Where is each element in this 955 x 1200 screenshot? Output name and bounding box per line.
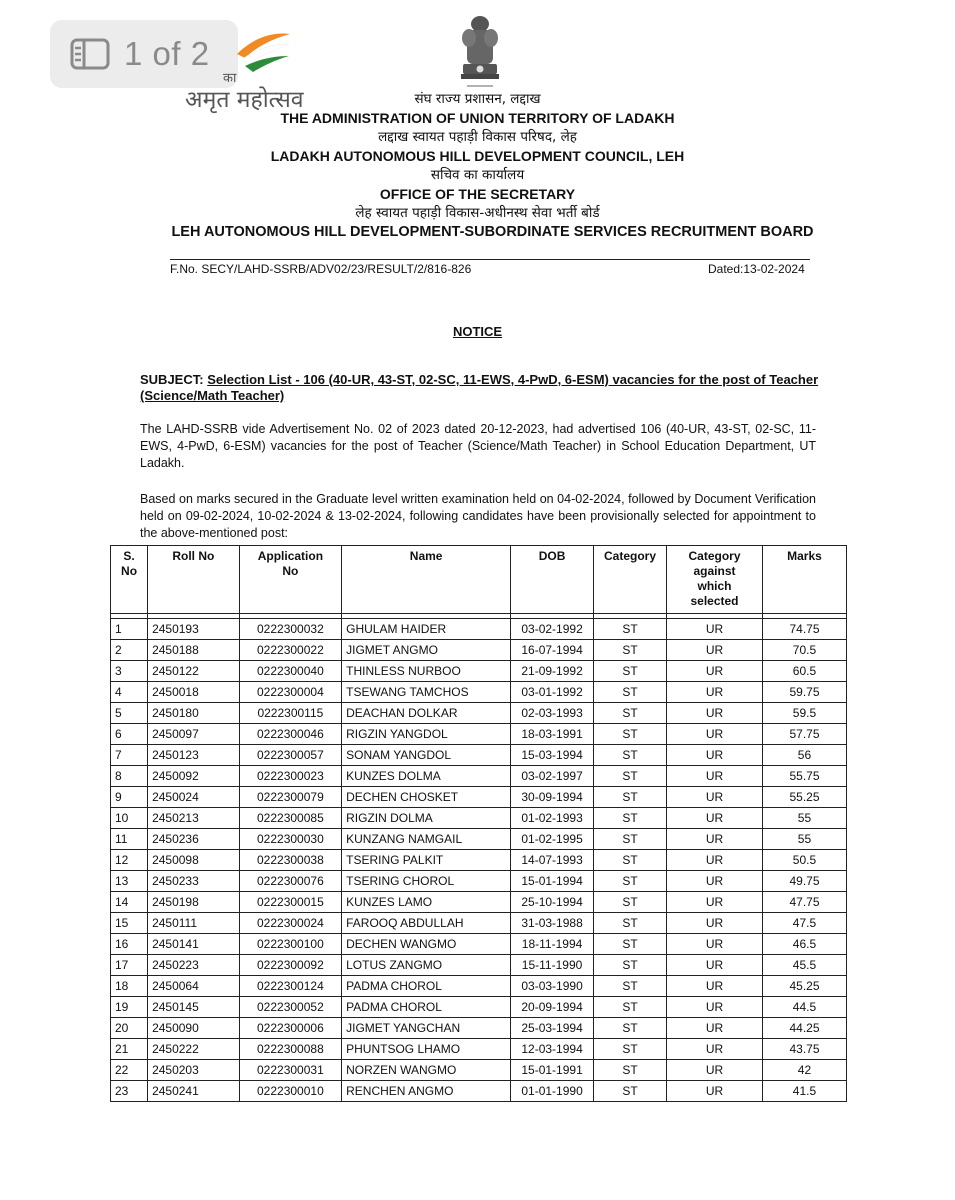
- cell-roll-no: 2450222: [148, 1039, 240, 1060]
- paragraph-selection: Based on marks secured in the Graduate level written examination held on 04-02-2024, followed by Document Verification held on 09-02-2024, 10-02-2024 & 13-02-2024, following candidates have been provisionally selected for appointment to the above-mentioned post:: [140, 492, 816, 540]
- cell-category-selected: UR: [667, 976, 763, 997]
- cell-sno: 6: [111, 724, 148, 745]
- cell-dob: 14-07-1993: [511, 850, 594, 871]
- cell-dob: 03-03-1990: [511, 976, 594, 997]
- cell-dob: 03-01-1992: [511, 682, 594, 703]
- table-row: [111, 1081, 847, 1102]
- cell-dob: 25-03-1994: [511, 1018, 594, 1039]
- header-line-hindi-4: लेह स्वायत पहाड़ी विकास-अधीनस्थ सेवा भर्ती बोर्ड: [355, 205, 600, 221]
- cell-application-no: 0222300015: [239, 892, 341, 913]
- cell-dob: 25-10-1994: [511, 892, 594, 913]
- header-line-hindi-2: लद्दाख स्वायत पहाड़ी विकास परिषद, लेह: [378, 129, 577, 145]
- header-line-hindi-1: संघ राज्य प्रशासन, लद्दाख: [414, 91, 541, 107]
- cell-marks: 41.5: [762, 1081, 846, 1102]
- cell-category-selected: UR: [667, 1018, 763, 1039]
- cell-roll-no: 2450018: [148, 682, 240, 703]
- table-row: [111, 787, 847, 808]
- cell-roll-no: 2450236: [148, 829, 240, 850]
- cell-application-no: 0222300088: [239, 1039, 341, 1060]
- cell-category-selected: UR: [667, 724, 763, 745]
- cell-marks: 49.75: [762, 871, 846, 892]
- header-roll-no: Roll No: [148, 546, 240, 614]
- cell-sno: 5: [111, 703, 148, 724]
- cell-roll-no: 2450123: [148, 745, 240, 766]
- cell-sno: 20: [111, 1018, 148, 1039]
- cell-category: ST: [593, 745, 666, 766]
- cell-category: ST: [593, 913, 666, 934]
- cell-category-selected: UR: [667, 1081, 763, 1102]
- cell-category: ST: [593, 619, 666, 640]
- cell-roll-no: 2450241: [148, 1081, 240, 1102]
- cell-name: DECHEN CHOSKET: [342, 787, 511, 808]
- table-row: [111, 1039, 847, 1060]
- cell-application-no: 0222300052: [239, 997, 341, 1018]
- table-row: [111, 703, 847, 724]
- cell-marks: 60.5: [762, 661, 846, 682]
- cell-application-no: 0222300032: [239, 619, 341, 640]
- cell-sno: 1: [111, 619, 148, 640]
- table-row: [111, 808, 847, 829]
- header-dob: DOB: [511, 546, 594, 614]
- cell-category: ST: [593, 871, 666, 892]
- cell-sno: 10: [111, 808, 148, 829]
- cell-dob: 02-03-1993: [511, 703, 594, 724]
- cell-category: ST: [593, 682, 666, 703]
- pages-icon: [70, 38, 110, 70]
- logo-text: अमृत महोत्सव: [185, 87, 304, 113]
- cell-name: TSEWANG TAMCHOS: [342, 682, 511, 703]
- file-number: F.No. SECY/LAHD-SSRB/ADV02/23/RESULT/2/816-826: [170, 262, 472, 276]
- selection-table: [110, 545, 847, 1102]
- national-emblem-icon: [455, 14, 505, 92]
- cell-dob: 15-01-1991: [511, 1060, 594, 1081]
- cell-category-selected: UR: [667, 640, 763, 661]
- header-line-administration: THE ADMINISTRATION OF UNION TERRITORY OF LADAKH: [280, 110, 675, 126]
- table-row: [111, 682, 847, 703]
- cell-sno: 15: [111, 913, 148, 934]
- table-row: [111, 661, 847, 682]
- cell-application-no: 0222300046: [239, 724, 341, 745]
- cell-sno: 7: [111, 745, 148, 766]
- header-line-board: LEH AUTONOMOUS HILL DEVELOPMENT-SUBORDINATE SERVICES RECRUITMENT BOARD: [171, 224, 814, 240]
- header-category: Category: [593, 546, 666, 614]
- cell-dob: 30-09-1994: [511, 787, 594, 808]
- cell-category: ST: [593, 1039, 666, 1060]
- cell-sno: 11: [111, 829, 148, 850]
- logo-partial-text: का: [223, 71, 237, 86]
- cell-roll-no: 2450090: [148, 1018, 240, 1039]
- cell-sno: 8: [111, 766, 148, 787]
- header-marks: Marks: [762, 546, 846, 614]
- cell-category: ST: [593, 829, 666, 850]
- cell-application-no: 0222300079: [239, 787, 341, 808]
- cell-name: DEACHAN DOLKAR: [342, 703, 511, 724]
- cell-application-no: 0222300092: [239, 955, 341, 976]
- cell-name: NORZEN WANGMO: [342, 1060, 511, 1081]
- cell-sno: 23: [111, 1081, 148, 1102]
- cell-marks: 56: [762, 745, 846, 766]
- cell-category-selected: UR: [667, 1060, 763, 1081]
- table-row: [111, 619, 847, 640]
- cell-category: ST: [593, 787, 666, 808]
- cell-marks: 74.75: [762, 619, 846, 640]
- cell-roll-no: 2450111: [148, 913, 240, 934]
- cell-roll-no: 2450064: [148, 976, 240, 997]
- cell-name: LOTUS ZANGMO: [342, 955, 511, 976]
- cell-category-selected: UR: [667, 850, 763, 871]
- cell-roll-no: 2450024: [148, 787, 240, 808]
- cell-marks: 47.5: [762, 913, 846, 934]
- cell-marks: 70.5: [762, 640, 846, 661]
- cell-category: ST: [593, 703, 666, 724]
- cell-application-no: 0222300085: [239, 808, 341, 829]
- table-row: [111, 1018, 847, 1039]
- cell-sno: 18: [111, 976, 148, 997]
- table-header-row: [111, 546, 847, 614]
- cell-dob: 12-03-1994: [511, 1039, 594, 1060]
- table-row: [111, 955, 847, 976]
- cell-roll-no: 2450193: [148, 619, 240, 640]
- cell-application-no: 0222300038: [239, 850, 341, 871]
- cell-name: RENCHEN ANGMO: [342, 1081, 511, 1102]
- subject-label: SUBJECT:: [140, 372, 204, 387]
- cell-category-selected: UR: [667, 871, 763, 892]
- table-row: [111, 850, 847, 871]
- cell-marks: 44.25: [762, 1018, 846, 1039]
- cell-application-no: 0222300004: [239, 682, 341, 703]
- table-row: [111, 997, 847, 1018]
- cell-category-selected: UR: [667, 766, 763, 787]
- cell-dob: 15-11-1990: [511, 955, 594, 976]
- cell-dob: 01-01-1990: [511, 1081, 594, 1102]
- cell-category: ST: [593, 955, 666, 976]
- cell-category: ST: [593, 1060, 666, 1081]
- table-row: [111, 829, 847, 850]
- cell-application-no: 0222300040: [239, 661, 341, 682]
- cell-roll-no: 2450233: [148, 871, 240, 892]
- cell-roll-no: 2450098: [148, 850, 240, 871]
- cell-sno: 4: [111, 682, 148, 703]
- cell-application-no: 0222300006: [239, 1018, 341, 1039]
- table-body: [111, 619, 847, 1102]
- subject-block: [140, 372, 830, 404]
- header-line-office: OFFICE OF THE SECRETARY: [379, 186, 576, 202]
- header-line-hindi-3: सचिव का कार्यालय: [430, 167, 525, 183]
- cell-dob: 15-03-1994: [511, 745, 594, 766]
- cell-application-no: 0222300057: [239, 745, 341, 766]
- cell-category-selected: UR: [667, 808, 763, 829]
- cell-category-selected: UR: [667, 1039, 763, 1060]
- cell-category-selected: UR: [667, 955, 763, 976]
- table-row: [111, 766, 847, 787]
- cell-dob: 20-09-1994: [511, 997, 594, 1018]
- cell-category: ST: [593, 997, 666, 1018]
- cell-dob: 15-01-1994: [511, 871, 594, 892]
- cell-marks: 55: [762, 808, 846, 829]
- cell-category-selected: UR: [667, 619, 763, 640]
- cell-name: TSERING CHOROL: [342, 871, 511, 892]
- cell-name: TSERING PALKIT: [342, 850, 511, 871]
- cell-category: ST: [593, 661, 666, 682]
- cell-name: GHULAM HAIDER: [342, 619, 511, 640]
- cell-roll-no: 2450198: [148, 892, 240, 913]
- cell-category: ST: [593, 1018, 666, 1039]
- cell-roll-no: 2450213: [148, 808, 240, 829]
- cell-name: FAROOQ ABDULLAH: [342, 913, 511, 934]
- cell-application-no: 0222300030: [239, 829, 341, 850]
- cell-marks: 55.25: [762, 787, 846, 808]
- cell-roll-no: 2450203: [148, 1060, 240, 1081]
- cell-name: RIGZIN DOLMA: [342, 808, 511, 829]
- letterhead: [110, 90, 845, 242]
- header-name: Name: [342, 546, 511, 614]
- cell-application-no: 0222300022: [239, 640, 341, 661]
- cell-marks: 42: [762, 1060, 846, 1081]
- cell-sno: 17: [111, 955, 148, 976]
- cell-marks: 45.5: [762, 955, 846, 976]
- paragraph-advertisement: The LAHD-SSRB vide Advertisement No. 02 of 2023 dated 20-12-2023, had advertised 106 (40-UR, 43-ST, 02-SC, 11-EWS, 4-PwD, 6-ESM) vacancies for the post of Teacher (Science/Math Teacher) in School Education Department, UT Ladakh.: [140, 422, 816, 470]
- cell-category-selected: UR: [667, 745, 763, 766]
- cell-dob: 01-02-1993: [511, 808, 594, 829]
- cell-category-selected: UR: [667, 661, 763, 682]
- table-row: [111, 871, 847, 892]
- cell-name: PHUNTSOG LHAMO: [342, 1039, 511, 1060]
- cell-category-selected: UR: [667, 682, 763, 703]
- cell-name: PADMA CHOROL: [342, 976, 511, 997]
- cell-name: JIGMET ANGMO: [342, 640, 511, 661]
- cell-sno: 22: [111, 1060, 148, 1081]
- cell-category: ST: [593, 892, 666, 913]
- cell-category: ST: [593, 850, 666, 871]
- cell-name: THINLESS NURBOO: [342, 661, 511, 682]
- cell-category-selected: UR: [667, 703, 763, 724]
- cell-dob: 31-03-1988: [511, 913, 594, 934]
- table-row: [111, 745, 847, 766]
- cell-sno: 19: [111, 997, 148, 1018]
- header-category-selected: Category against which selected: [667, 546, 763, 614]
- cell-marks: 55: [762, 829, 846, 850]
- cell-marks: 59.5: [762, 703, 846, 724]
- cell-sno: 3: [111, 661, 148, 682]
- cell-dob: 18-03-1991: [511, 724, 594, 745]
- cell-category: ST: [593, 976, 666, 997]
- cell-marks: 55.75: [762, 766, 846, 787]
- cell-name: KUNZES LAMO: [342, 892, 511, 913]
- cell-application-no: 0222300024: [239, 913, 341, 934]
- cell-name: RIGZIN YANGDOL: [342, 724, 511, 745]
- cell-application-no: 0222300010: [239, 1081, 341, 1102]
- cell-application-no: 0222300031: [239, 1060, 341, 1081]
- cell-application-no: 0222300115: [239, 703, 341, 724]
- notice-heading: NOTICE: [452, 324, 503, 339]
- header-divider: [170, 259, 810, 260]
- cell-category-selected: UR: [667, 892, 763, 913]
- cell-category: ST: [593, 934, 666, 955]
- cell-sno: 9: [111, 787, 148, 808]
- cell-roll-no: 2450223: [148, 955, 240, 976]
- subject-text: Selection List - 106 (40-UR, 43-ST, 02-SC, 11-EWS, 4-PwD, 6-ESM) vacancies for the post of Teacher (Science/Math Teacher): [140, 372, 819, 403]
- cell-marks: 57.75: [762, 724, 846, 745]
- cell-roll-no: 2450180: [148, 703, 240, 724]
- cell-sno: 13: [111, 871, 148, 892]
- cell-marks: 43.75: [762, 1039, 846, 1060]
- page-count-text: 1 of 2: [124, 35, 210, 72]
- cell-roll-no: 2450141: [148, 934, 240, 955]
- cell-dob: 03-02-1992: [511, 619, 594, 640]
- cell-name: DECHEN WANGMO: [342, 934, 511, 955]
- cell-application-no: 0222300023: [239, 766, 341, 787]
- cell-category-selected: UR: [667, 997, 763, 1018]
- cell-category-selected: UR: [667, 913, 763, 934]
- cell-category-selected: UR: [667, 829, 763, 850]
- cell-marks: 59.75: [762, 682, 846, 703]
- tricolour-swoosh-icon: [185, 30, 295, 74]
- table-row: [111, 640, 847, 661]
- table-row: [111, 913, 847, 934]
- cell-roll-no: 2450122: [148, 661, 240, 682]
- cell-category-selected: UR: [667, 934, 763, 955]
- cell-dob: 18-11-1994: [511, 934, 594, 955]
- cell-application-no: 0222300124: [239, 976, 341, 997]
- cell-category: ST: [593, 1081, 666, 1102]
- cell-marks: 45.25: [762, 976, 846, 997]
- table-row: [111, 1060, 847, 1081]
- cell-sno: 16: [111, 934, 148, 955]
- cell-category: ST: [593, 724, 666, 745]
- cell-roll-no: 2450092: [148, 766, 240, 787]
- cell-category: ST: [593, 640, 666, 661]
- cell-roll-no: 2450097: [148, 724, 240, 745]
- cell-name: SONAM YANGDOL: [342, 745, 511, 766]
- cell-application-no: 0222300100: [239, 934, 341, 955]
- cell-sno: 14: [111, 892, 148, 913]
- cell-application-no: 0222300076: [239, 871, 341, 892]
- dated: Dated:13-02-2024: [708, 262, 805, 276]
- cell-marks: 47.75: [762, 892, 846, 913]
- table-row: [111, 892, 847, 913]
- header-sno: S. No: [111, 546, 148, 614]
- cell-sno: 2: [111, 640, 148, 661]
- cell-roll-no: 2450188: [148, 640, 240, 661]
- header-application-no: Application No: [239, 546, 341, 614]
- cell-name: PADMA CHOROL: [342, 997, 511, 1018]
- cell-dob: 21-09-1992: [511, 661, 594, 682]
- cell-dob: 03-02-1997: [511, 766, 594, 787]
- cell-marks: 50.5: [762, 850, 846, 871]
- cell-sno: 21: [111, 1039, 148, 1060]
- cell-marks: 46.5: [762, 934, 846, 955]
- cell-dob: 16-07-1994: [511, 640, 594, 661]
- cell-category: ST: [593, 766, 666, 787]
- cell-name: KUNZES DOLMA: [342, 766, 511, 787]
- table-row: [111, 724, 847, 745]
- cell-dob: 01-02-1995: [511, 829, 594, 850]
- cell-roll-no: 2450145: [148, 997, 240, 1018]
- cell-category-selected: UR: [667, 787, 763, 808]
- cell-name: JIGMET YANGCHAN: [342, 1018, 511, 1039]
- table-row: [111, 934, 847, 955]
- cell-sno: 12: [111, 850, 148, 871]
- cell-category: ST: [593, 808, 666, 829]
- header-line-council: LADAKH AUTONOMOUS HILL DEVELOPMENT COUNCIL, LEH: [270, 148, 685, 164]
- cell-name: KUNZANG NAMGAIL: [342, 829, 511, 850]
- cell-marks: 44.5: [762, 997, 846, 1018]
- table-row: [111, 976, 847, 997]
